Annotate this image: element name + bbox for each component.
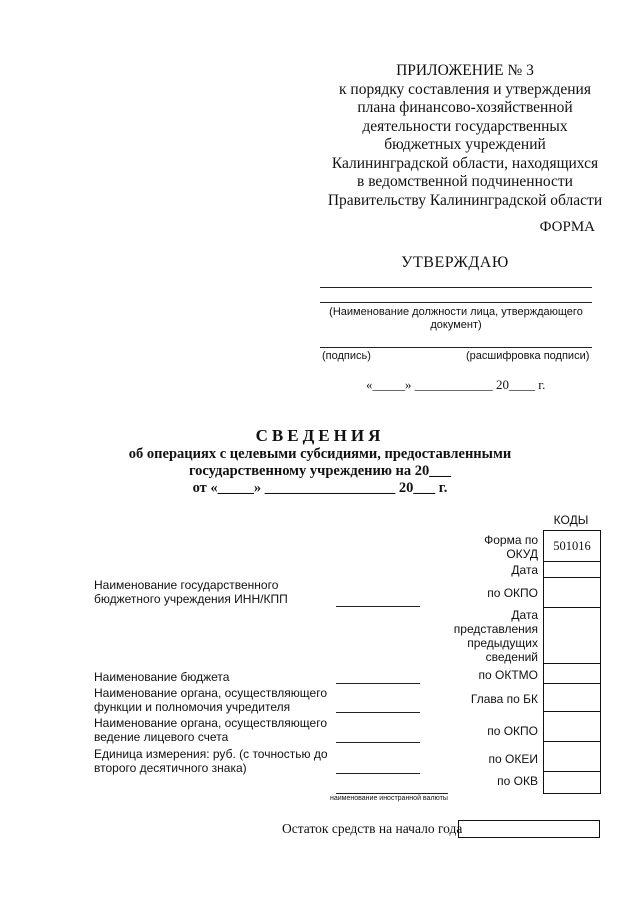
balance-label: Остаток средств на начало года — [282, 821, 463, 836]
codes-divider — [544, 771, 600, 772]
okud-label-line: Форма по — [484, 533, 538, 547]
document-title: СВЕДЕНИЯ — [255, 426, 385, 445]
okei-label: по ОКЕИ — [488, 752, 538, 766]
unit-label-line: Единица измерения: руб. (с точностью до — [94, 747, 328, 761]
okud-label-line: ОКУД — [506, 547, 538, 561]
okpo-label: по ОКПО — [487, 586, 538, 600]
budget-label: Наименование бюджета — [94, 670, 230, 684]
founder-label — [94, 686, 327, 714]
institution-label-line: Наименование государственного — [94, 578, 279, 592]
codes-divider — [544, 577, 600, 578]
codes-divider — [544, 741, 600, 742]
signature-line — [320, 347, 592, 348]
prev-date-label-line: Дата — [511, 608, 538, 622]
subtitle-line: от «_____» __________________ 20___ г. — [192, 480, 448, 496]
appendix-line: деятельности государственных — [362, 117, 568, 135]
okpo2-label: по ОКПО — [487, 724, 538, 738]
appendix-line: Калининградской области, находящихся — [331, 154, 599, 172]
appendix-title: ПРИЛОЖЕНИЕ № 3 — [396, 62, 534, 79]
approval-date: «_____» ____________ 20____ г. — [366, 377, 546, 392]
subtitle-line: государственному учреждению на 20___ — [188, 463, 452, 479]
account-input-line — [336, 742, 420, 743]
approval-position-line — [320, 302, 592, 303]
appendix-line: бюджетных учреждений — [384, 136, 546, 153]
appendix-line: к порядку составления и утверждения — [339, 80, 591, 98]
codes-table — [543, 530, 601, 794]
position-caption: (Наименование должности лица, утверждающего документ) — [329, 306, 583, 331]
institution-label-line: бюджетного учреждения ИНН/КПП — [94, 592, 288, 606]
form-label: ФОРМА — [539, 219, 595, 235]
unit-input-line — [336, 773, 420, 774]
currency-input-line — [336, 793, 448, 794]
account-label-line: ведение лицевого счета — [94, 730, 229, 744]
codes-header: КОДЫ — [553, 513, 589, 527]
prev-date-label — [440, 608, 538, 664]
account-label — [94, 716, 327, 744]
founder-input-line — [336, 712, 420, 713]
prev-date-label-line: представления — [453, 622, 538, 636]
institution-label — [94, 578, 288, 606]
prev-date-label-line: предыдущих — [467, 636, 538, 650]
signature-caption: (подпись) — [322, 350, 371, 362]
approval-line — [320, 287, 592, 288]
codes-divider — [544, 663, 600, 664]
bk-label: Глава по БК — [470, 692, 538, 706]
codes-divider — [544, 683, 600, 684]
appendix-line: в ведомственной подчиненности — [357, 173, 573, 190]
decoding-caption: (расшифровка подписи) — [466, 350, 590, 362]
codes-divider — [544, 711, 600, 712]
okv-label: по ОКВ — [497, 774, 538, 788]
founder-label-line: функции и полномочия учредителя — [94, 700, 291, 714]
founder-label-line: Наименование органа, осуществляющего — [94, 686, 328, 700]
institution-input-line — [336, 606, 420, 607]
balance-field[interactable] — [458, 820, 600, 838]
codes-divider — [544, 607, 600, 608]
unit-label — [94, 747, 328, 775]
oktmo-label: по ОКТМО — [478, 668, 538, 682]
appendix-line: Правительству Калининградской области — [327, 191, 603, 209]
document-subtitle — [100, 446, 540, 497]
okud-label — [440, 533, 538, 561]
appendix-block — [300, 62, 630, 210]
appendix-line: плана финансово-хозяйственной — [357, 99, 573, 116]
prev-date-label-line: сведений — [485, 650, 538, 664]
budget-input-line — [336, 683, 420, 684]
subtitle-line: об операциях с целевыми субсидиями, предоставленными — [128, 446, 512, 462]
date-label: Дата — [511, 563, 538, 577]
okud-code-value: 501016 — [553, 539, 591, 553]
approval-title: УТВЕРЖДАЮ — [401, 254, 509, 271]
codes-divider — [544, 561, 600, 562]
currency-caption: наименование иностранной валюты — [330, 795, 448, 802]
account-label-line: Наименование органа, осуществляющего — [94, 716, 328, 730]
unit-label-line: второго десятичного знака) — [94, 761, 247, 775]
